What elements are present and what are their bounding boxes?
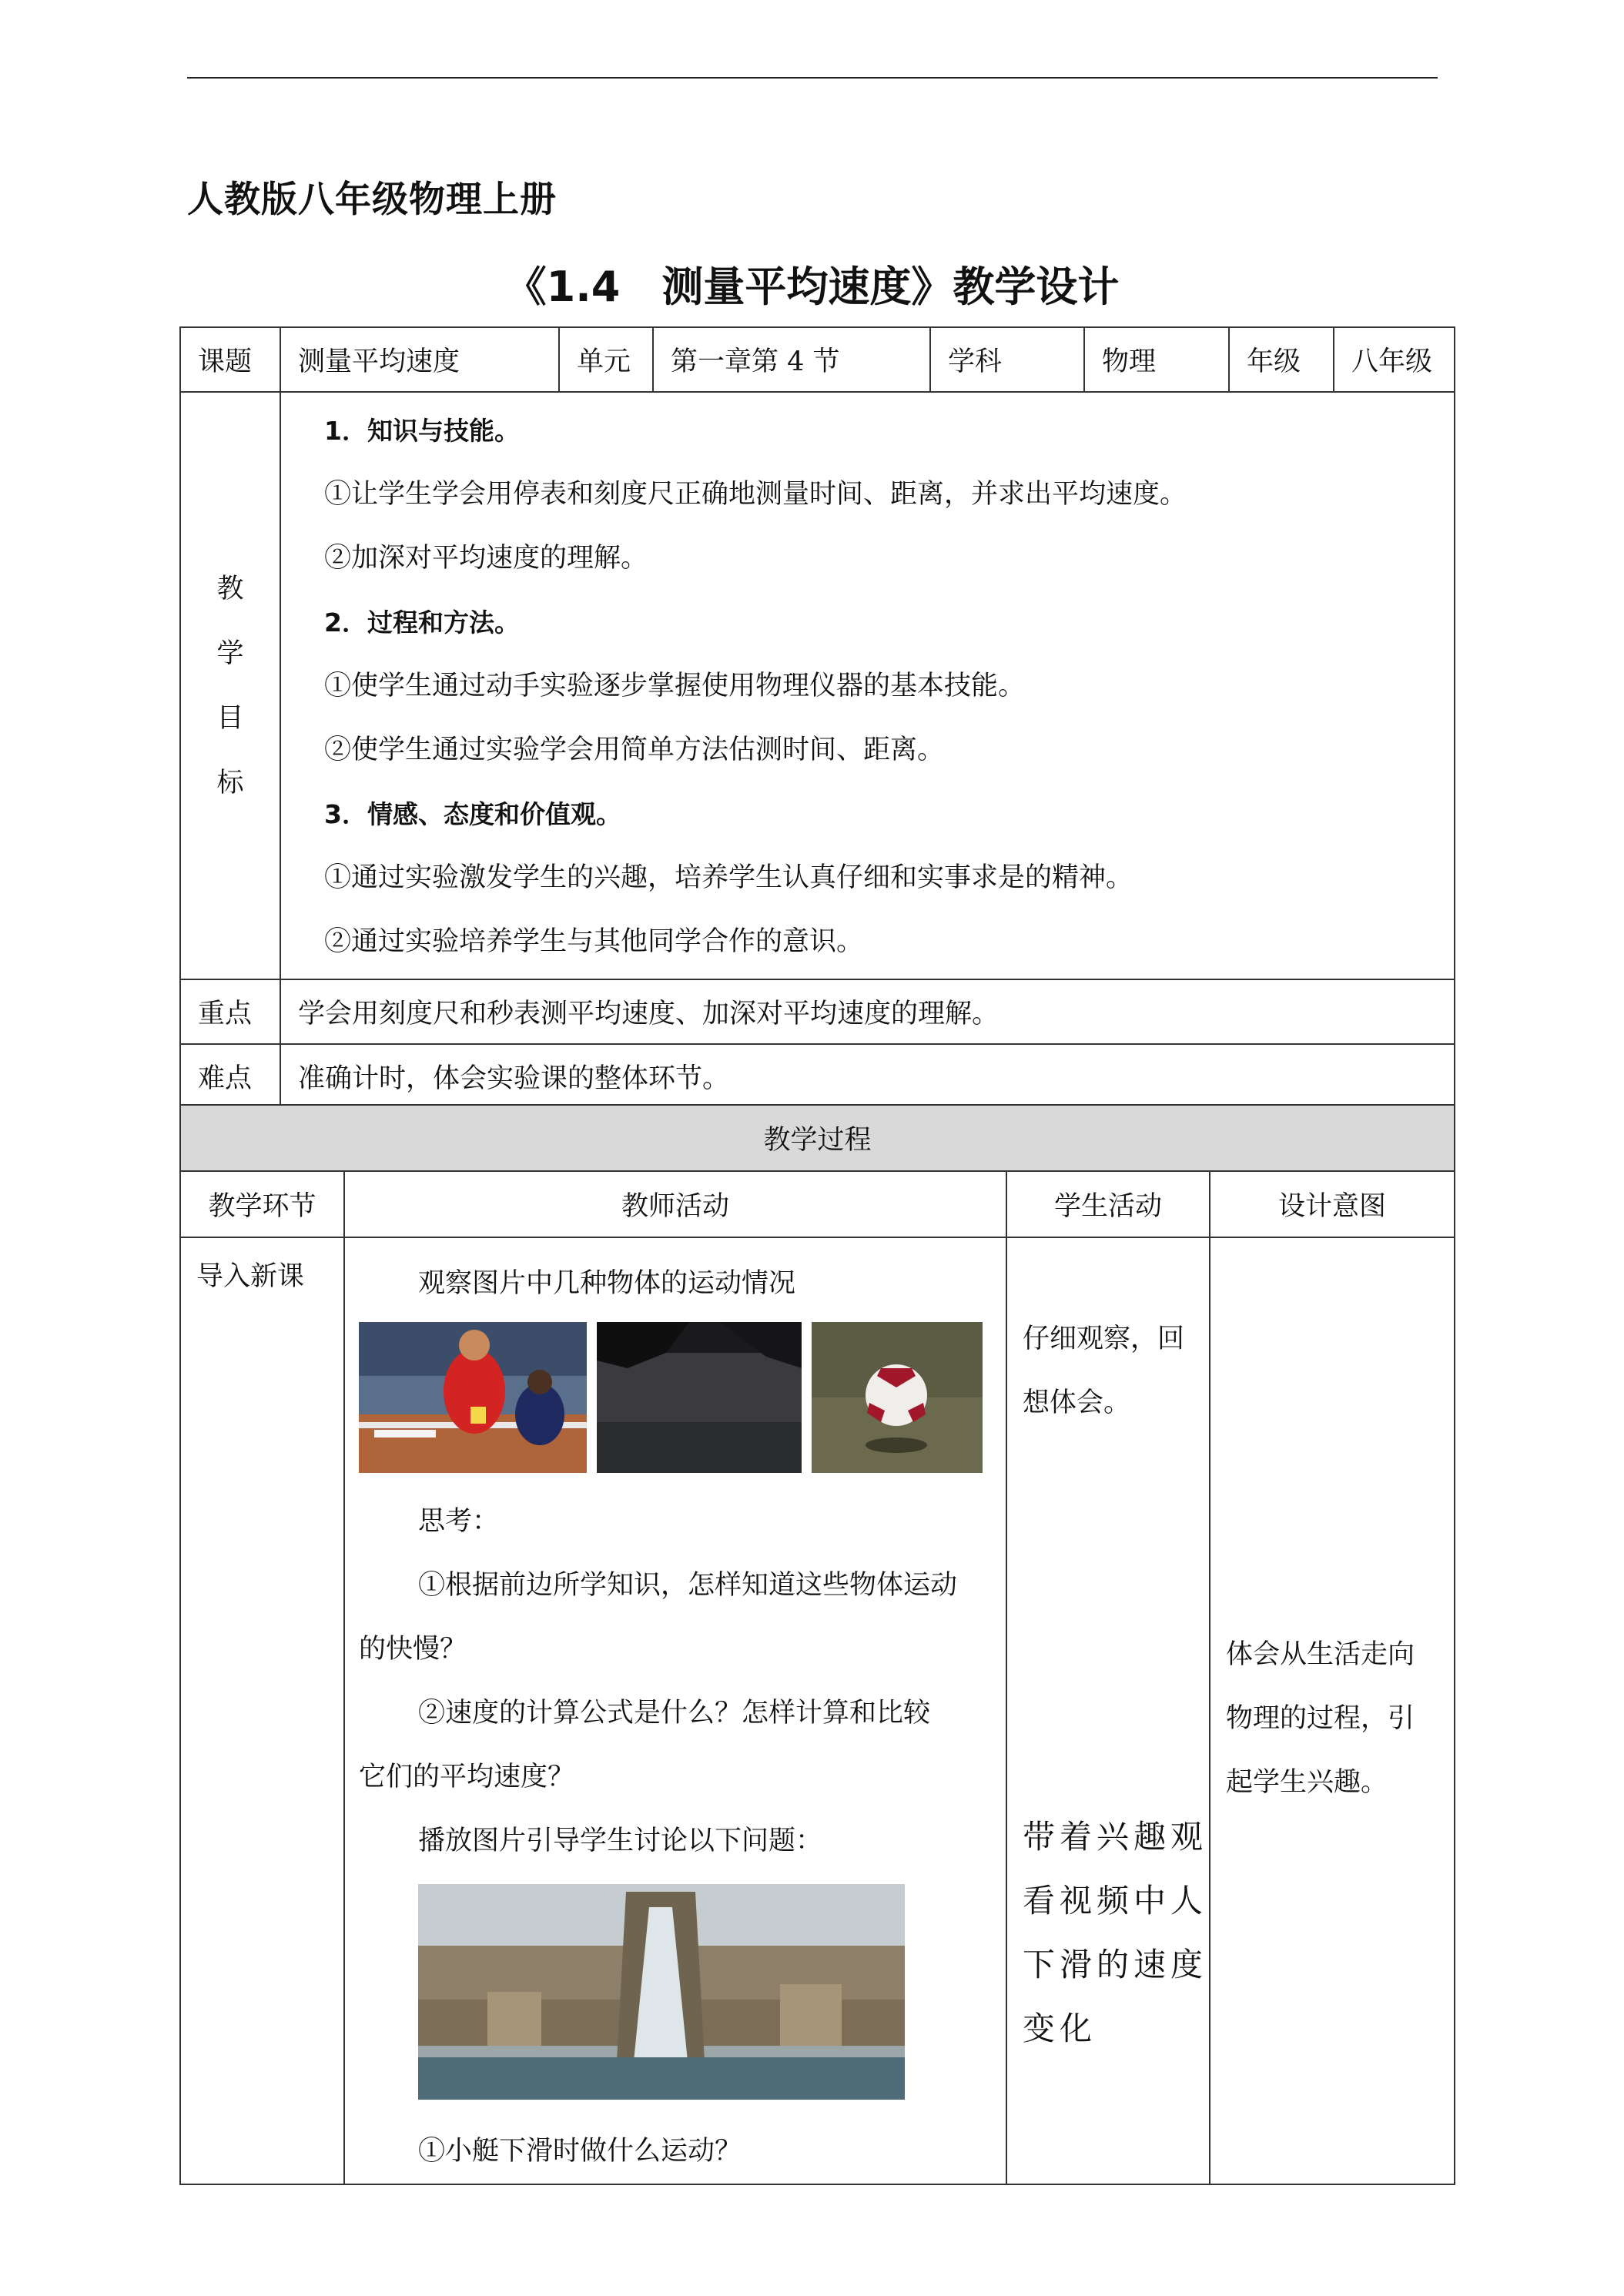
- teaching-process-table: [179, 1104, 1455, 2185]
- student-line: 带着兴趣观: [1023, 1818, 1208, 1856]
- teacher-line: 播放图片引导学生讨论以下问题：: [418, 1826, 823, 1856]
- objective-item: ①通过实验激发学生的兴趣，培养学生认真仔细和实事求是的精神。: [324, 862, 1133, 893]
- design-intent-cell: [1210, 1237, 1455, 2184]
- teacher-line: 的快慢？: [359, 1634, 467, 1665]
- topic-label: 课题: [180, 327, 280, 392]
- objectives-content: [280, 392, 1455, 979]
- process-title-row: [180, 1105, 1455, 1171]
- objectives-label-char: 目: [216, 702, 244, 734]
- topic-value: 测量平均速度: [280, 327, 559, 392]
- objective-item: ②使学生通过实验学会用简单方法估测时间、距离。: [324, 735, 945, 765]
- teacher-line: 观察图片中几种物体的运动情况: [418, 1268, 796, 1299]
- unit-label: 单元: [559, 327, 653, 392]
- doc-subtitle: 人教版八年级物理上册: [187, 179, 557, 221]
- process-row: [180, 1237, 1455, 2184]
- teacher-line: 思考：: [418, 1506, 500, 1537]
- objective-item: ①让学生学会用停表和刻度尺正确地测量时间、距离，并求出平均速度。: [324, 479, 1187, 510]
- intent-line: 起学生兴趣。: [1226, 1767, 1388, 1798]
- teacher-line: ①根据前边所学知识，怎样知道这些物体运动: [418, 1570, 958, 1601]
- column-header: 教师活动: [344, 1171, 1006, 1237]
- soccer-ball-photo: [812, 1322, 983, 1473]
- lesson-info-table: [179, 326, 1455, 1110]
- objective-heading: 1．知识与技能。: [324, 416, 520, 446]
- student-activity-cell: [1006, 1237, 1210, 2184]
- grade-value: 八年级: [1334, 327, 1455, 392]
- objectives-label-char: 学: [216, 638, 244, 669]
- header-rule: [187, 77, 1438, 79]
- hurdle-race-photo: [359, 1322, 587, 1473]
- process-column-headers: [180, 1171, 1455, 1237]
- student-line: 看视频中人: [1023, 1882, 1208, 1919]
- objective-heading: 3．情感、态度和价值观。: [324, 799, 621, 829]
- info-row: [180, 327, 1455, 392]
- objectives-label: [180, 392, 280, 979]
- intent-line: 体会从生活走向: [1226, 1639, 1415, 1670]
- falling-object-photo: [597, 1322, 802, 1473]
- motion-photos: [359, 1322, 993, 1473]
- key-point-value: 学会用刻度尺和秒表测平均速度、加深对平均速度的理解。: [280, 979, 1455, 1044]
- subject-value: 物理: [1084, 327, 1229, 392]
- teacher-line: ①小艇下滑时做什么运动？: [418, 2136, 742, 2167]
- student-line: 变化: [1023, 2010, 1097, 2047]
- student-line: 想体会。: [1023, 1387, 1131, 1418]
- intent-line: 物理的过程，引: [1226, 1703, 1415, 1734]
- objective-item: ①使学生通过动手实验逐步掌握使用物理仪器的基本技能。: [324, 671, 1026, 701]
- objectives-label-char: 教: [216, 573, 244, 604]
- difficulty-label: 难点: [180, 1044, 280, 1109]
- student-line: 下滑的速度: [1023, 1946, 1208, 1983]
- column-header: 学生活动: [1006, 1171, 1210, 1237]
- column-header: 教学环节: [180, 1171, 344, 1237]
- stage-cell: 导入新课: [180, 1237, 344, 2184]
- process-title: 教学过程: [180, 1105, 1455, 1171]
- unit-value: 第一章第 4 节: [653, 327, 930, 392]
- teacher-line: 它们的平均速度？: [359, 1762, 575, 1792]
- key-point-row: [180, 979, 1455, 1044]
- objectives-label-char: 标: [216, 767, 244, 798]
- objective-heading: 2．过程和方法。: [324, 607, 520, 638]
- column-header: 设计意图: [1210, 1171, 1455, 1237]
- objectives-row: [180, 392, 1455, 979]
- objective-item: ②通过实验培养学生与其他同学合作的意识。: [324, 926, 864, 957]
- subject-label: 学科: [930, 327, 1084, 392]
- difficulty-value: 准确计时，体会实验课的整体环节。: [280, 1044, 1455, 1109]
- doc-title: 《1.4 测量平均速度》教学设计: [504, 263, 1120, 311]
- teacher-line: ②速度的计算公式是什么？怎样计算和比较: [418, 1698, 931, 1729]
- teacher-activity-cell: [344, 1237, 1006, 2184]
- student-line: 仔细观察，回: [1023, 1324, 1185, 1354]
- grade-label: 年级: [1229, 327, 1334, 392]
- objective-item: ②加深对平均速度的理解。: [324, 543, 648, 574]
- difficulty-row: [180, 1044, 1455, 1109]
- water-slide-photo: [418, 1884, 905, 2100]
- key-point-label: 重点: [180, 979, 280, 1044]
